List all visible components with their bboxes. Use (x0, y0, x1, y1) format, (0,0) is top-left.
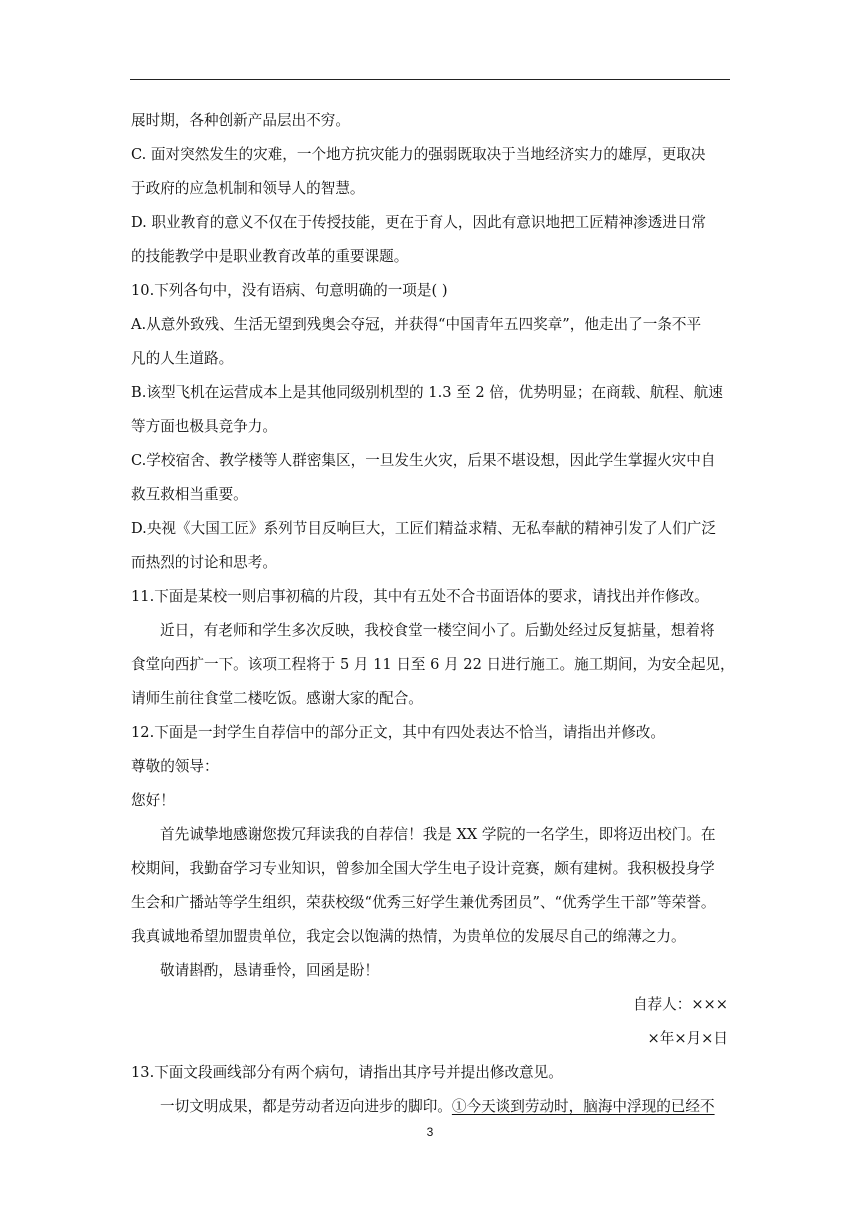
text-line: 凡的人生道路。 (131, 350, 234, 367)
letter-date: ×年×月×日 (647, 1030, 728, 1047)
option-d-line: D. 职业教育的意义不仅在于传授技能，更在于育人，因此有意识地把工匠精神渗透进日常 (131, 214, 707, 231)
letter-body: 我真诚地希望加盟贵单位，我定会以饱满的热情，为贵单位的发展尽自己的绵薄之力。 (131, 928, 686, 945)
text-line: 的技能教学中是职业教育改革的重要课题。 (131, 248, 409, 265)
question-10: 10.下列各句中，没有语病、句意明确的一项是( ) (131, 282, 448, 299)
letter-signature: 自荐人：××× (632, 996, 728, 1013)
question-13: 13.下面文段画线部分有两个病句，请指出其序号并提出修改意见。 (131, 1064, 563, 1081)
letter-salutation: 尊敬的领导： (131, 758, 219, 775)
option-a-line: A.从意外致残、生活无望到残奥会夺冠，并获得“中国青年五四奖章”，他走出了一条不平 (131, 316, 702, 333)
text-line: 而热烈的讨论和思考。 (131, 554, 277, 571)
letter-body: 校期间，我勤奋学习专业知识，曾参加全国大学生电子设计竞赛，颇有建树。我积极投身学 (131, 860, 715, 877)
option-b-line: B.该型飞机在运营成本上是其他同级别机型的 1.3 至 2 倍，优势明显；在商载、航程、航速 (131, 384, 723, 401)
question-11: 11.下面是某校一则启事初稿的片段，其中有五处不合书面语体的要求，请找出并作修改。 (131, 588, 709, 605)
header-rule (130, 79, 730, 80)
letter-closing: 敬请斟酌，恳请垂怜，回函是盼！ (160, 962, 379, 979)
notice-text: 食堂向西扩一下。该项工程将于 5 月 11 日至 6 月 22 日进行施工。施工期间，为安全起见， (131, 656, 735, 673)
text-line: 于政府的应急机制和领导人的智慧。 (131, 180, 365, 197)
text-line: 等方面也极具竞争力。 (131, 418, 277, 435)
letter-body: 生会和广播站等学生组织，荣获校级“优秀三好学生兼优秀团员”、“优秀学生干部”等荣誉。 (131, 894, 716, 911)
passage-line (160, 1097, 715, 1117)
passage-text: 一切文明成果，都是劳动者迈向进步的脚印。 (160, 1098, 452, 1115)
option-d-line: D.央视《大国工匠》系列节目反响巨大，工匠们精益求精、无私奉献的精神引发了人们广泛 (131, 520, 716, 537)
underlined-sentence: ①今天谈到劳动时，脑海中浮现的已经不 (451, 1098, 715, 1115)
letter-body: 首先诚挚地感谢您拨冗拜读我的自荐信！我是 XX 学院的一名学生，即将迈出校门。在 (160, 826, 716, 843)
notice-text: 近日，有老师和学生多次反映，我校食堂一楼空间小了。后勤处经过反复掂量，想着将 (160, 622, 715, 639)
option-c-line: C. 面对突然发生的灾难，一个地方抗灾能力的强弱既取决于当地经济实力的雄厚，更取决 (131, 146, 706, 163)
letter-greeting: 您好！ (131, 792, 175, 809)
page-number: 3 (426, 1125, 434, 1139)
text-line: 救互救相当重要。 (131, 486, 248, 503)
question-12: 12.下面是一封学生自荐信中的部分正文，其中有四处表达不恰当，请指出并修改。 (131, 724, 665, 741)
text-line: 展时期，各种创新产品层出不穷。 (131, 112, 350, 129)
notice-text: 请师生前往食堂二楼吃饭。感谢大家的配合。 (131, 690, 423, 707)
option-c-line: C.学校宿舍、教学楼等人群密集区，一旦发生火灾，后果不堪设想，因此学生掌握火灾中自 (131, 452, 716, 469)
